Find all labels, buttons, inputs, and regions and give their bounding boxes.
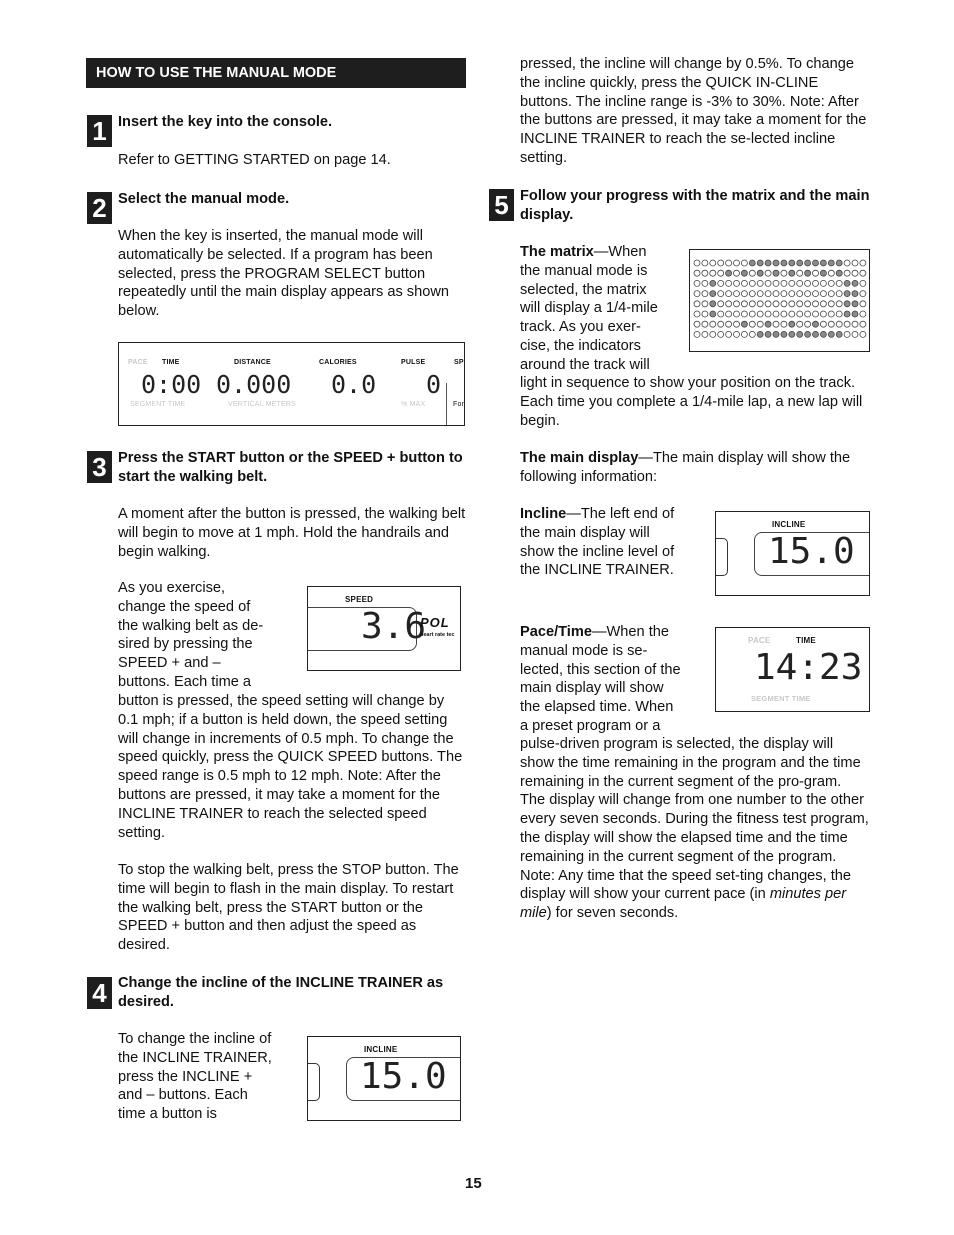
- matrix-line: will display a 1/4-mile: [520, 300, 658, 317]
- matrix-dot: [836, 270, 842, 276]
- matrix-dot: [813, 260, 819, 266]
- matrix-dot: [813, 301, 819, 307]
- matrix-dot: [828, 331, 834, 337]
- for-label: For: [453, 401, 465, 408]
- matrix-dot: [773, 301, 779, 307]
- matrix-dots: [690, 250, 868, 350]
- matrix-dot: [805, 280, 811, 286]
- matrix-dot: [781, 280, 787, 286]
- matrix-dot: [773, 260, 779, 266]
- matrix-dot: [765, 301, 771, 307]
- matrix-dot: [805, 260, 811, 266]
- matrix-dot: [710, 270, 716, 276]
- matrix-dot: [789, 280, 795, 286]
- matrix-dot: [781, 321, 787, 327]
- step-2-number: 2: [87, 192, 112, 224]
- matrix-dot: [836, 260, 842, 266]
- matrix-dot: [860, 311, 866, 317]
- matrix-dot: [844, 301, 850, 307]
- incline-item-line: the main display will: [520, 524, 650, 541]
- matrix-dot: [820, 321, 826, 327]
- pace-time-panel: [715, 627, 870, 712]
- matrix-dot: [702, 311, 708, 317]
- matrix-dot: [828, 270, 834, 276]
- matrix-dot: [710, 311, 716, 317]
- incline-line: press the INCLINE +: [118, 1068, 253, 1085]
- incline-line: the INCLINE TRAINER,: [118, 1049, 272, 1066]
- pace-term: Pace/Time: [520, 624, 592, 640]
- matrix-dot: [765, 321, 771, 327]
- matrix-dot: [805, 270, 811, 276]
- matrix-dot: [749, 280, 755, 286]
- speed-line: buttons. Each time a: [118, 673, 252, 690]
- matrix-line: selected, the matrix: [520, 281, 647, 298]
- incline-dash: —The left end of: [566, 506, 675, 522]
- matrix-dot: [797, 321, 803, 327]
- matrix-dot: [741, 260, 747, 266]
- matrix-dot: [741, 291, 747, 297]
- matrix-dot: [726, 280, 732, 286]
- panel-divider: [446, 383, 447, 426]
- matrix-dot: [860, 301, 866, 307]
- matrix-dot: [820, 280, 826, 286]
- matrix-dot: [718, 331, 724, 337]
- matrix-dot: [797, 301, 803, 307]
- incline-line: time a button is: [118, 1106, 217, 1123]
- calories-label: CALORIES: [319, 359, 357, 366]
- step-3-speed-rest: button is pressed, the speed setting will change by 0.1 mph; if a button is held down, the speed setting will change in increments of 0.5 mph. To change the speed quickly, press the QUICK SPEED buttons. The speed range is 0.5 mph to 12 mph. Note: After the buttons are pressed, it may take a moment for the INCLINE TRAINER to reach the selected speed setting.: [118, 693, 463, 841]
- matrix-dot: [694, 321, 700, 327]
- matrix-dot: [813, 311, 819, 317]
- matrix-dot: [694, 270, 700, 276]
- step-2-title: Select the manual mode.: [118, 191, 290, 207]
- time-label: TIME: [162, 359, 180, 366]
- matrix-dot: [757, 311, 763, 317]
- matrix-dot: [749, 311, 755, 317]
- left-bezel: [715, 538, 728, 576]
- matrix-dot: [718, 301, 724, 307]
- matrix-dot: [734, 260, 740, 266]
- incline-panel-step4: [307, 1036, 461, 1121]
- vertical-meters-label: VERTICAL METERS: [228, 401, 296, 408]
- matrix-dot: [726, 301, 732, 307]
- matrix-dot: [765, 291, 771, 297]
- polar-logo: POL: [420, 615, 450, 630]
- matrix-dot: [773, 321, 779, 327]
- matrix-dot: [734, 321, 740, 327]
- speed-line: SPEED + and –: [118, 655, 221, 672]
- pace-item-line: manual mode is se-: [520, 642, 648, 659]
- matrix-dot: [734, 291, 740, 297]
- matrix-dot: [694, 280, 700, 286]
- matrix-wrap-text: [520, 243, 690, 375]
- step-4-title: Change the incline of the INCLINE TRAINER as desired.: [118, 975, 444, 1010]
- matrix-dot: [789, 331, 795, 337]
- matrix-dot: [741, 331, 747, 337]
- matrix-dot: [820, 301, 826, 307]
- matrix-dot: [844, 331, 850, 337]
- matrix-dot: [718, 291, 724, 297]
- matrix-dot: [694, 311, 700, 317]
- speed-digits: 3.6: [361, 606, 427, 647]
- matrix-dot: [852, 260, 858, 266]
- matrix-line: cise, the indicators: [520, 337, 641, 354]
- matrix-dot: [773, 291, 779, 297]
- matrix-dot: [749, 291, 755, 297]
- matrix-dot: [734, 311, 740, 317]
- matrix-dot: [765, 311, 771, 317]
- matrix-dot: [797, 270, 803, 276]
- matrix-dot: [805, 291, 811, 297]
- step-1-number: 1: [87, 115, 112, 147]
- matrix-dot: [726, 331, 732, 337]
- page-number: 15: [465, 1175, 482, 1192]
- matrix-dot: [726, 291, 732, 297]
- matrix-rest: light in sequence to show your position on the track. Each time you complete a 1/4-mile lap, a new lap will begin.: [520, 375, 863, 429]
- matrix-dot: [757, 270, 763, 276]
- matrix-dot: [757, 331, 763, 337]
- matrix-dot: [844, 291, 850, 297]
- distance-label: DISTANCE: [234, 359, 271, 366]
- section-header: HOW TO USE THE MANUAL MODE: [86, 58, 466, 88]
- matrix-dot: [836, 321, 842, 327]
- matrix-term: The matrix: [520, 244, 594, 260]
- step-3-body-1: A moment after the button is pressed, the walking belt will begin to move at 1 mph. Hold the handrails and begin walking.: [118, 506, 466, 560]
- incline-line: and – buttons. Each: [118, 1087, 248, 1104]
- matrix-dot: [757, 260, 763, 266]
- matrix-dot: [836, 331, 842, 337]
- matrix-dot: [860, 270, 866, 276]
- matrix-dot: [718, 321, 724, 327]
- matrix-dot: [718, 280, 724, 286]
- matrix-dot: [710, 260, 716, 266]
- matrix-dot: [844, 280, 850, 286]
- matrix-dot: [694, 260, 700, 266]
- main-display-desc: —The main display will show the following information:: [520, 450, 851, 485]
- matrix-dot: [773, 331, 779, 337]
- matrix-dot: [741, 321, 747, 327]
- pace-digits: 14:23: [754, 647, 863, 688]
- matrix-dot: [828, 311, 834, 317]
- matrix-dot: [820, 291, 826, 297]
- matrix-dot: [781, 331, 787, 337]
- matrix-dot: [828, 321, 834, 327]
- matrix-dot: [844, 270, 850, 276]
- matrix-dot: [726, 321, 732, 327]
- matrix-dot: [789, 260, 795, 266]
- matrix-dot: [702, 301, 708, 307]
- matrix-dot: [765, 270, 771, 276]
- matrix-dot: [860, 331, 866, 337]
- matrix-dot: [710, 291, 716, 297]
- incline-line: To change the incline of: [118, 1031, 272, 1047]
- matrix-dot: [741, 270, 747, 276]
- pace-label: PACE: [128, 359, 148, 366]
- step-4-number: 4: [87, 977, 112, 1009]
- step-5-number: 5: [489, 189, 514, 221]
- matrix-dot: [844, 311, 850, 317]
- col2-continued-text: pressed, the incline will change by 0.5%. To change the incline quickly, press the QUICK IN-CLINE buttons. The incline range is -3% to 30%. Note: After the buttons are pressed, it may take a moment for the INCLINE TRAINER to reach the se-lected incline setting.: [520, 56, 867, 166]
- matrix-dot: [836, 301, 842, 307]
- pace-item-line: main display will show: [520, 680, 664, 697]
- polar-tagline: heart rate tec: [420, 632, 455, 638]
- matrix-dot: [836, 291, 842, 297]
- time-panel-label: TIME: [796, 636, 816, 645]
- matrix-dot: [702, 260, 708, 266]
- incline-panel-label: INCLINE: [364, 1045, 398, 1054]
- matrix-dot: [757, 301, 763, 307]
- speed-line: sired by pressing the: [118, 636, 253, 653]
- matrix-dot: [789, 301, 795, 307]
- matrix-dot: [726, 260, 732, 266]
- matrix-dot: [797, 311, 803, 317]
- matrix-dot: [757, 321, 763, 327]
- main-display-text: [520, 449, 870, 487]
- incline-item-line: the INCLINE TRAINER.: [520, 562, 674, 579]
- pulse-digits: 0: [426, 370, 442, 399]
- pace-item-line: lected, this section of the: [520, 661, 681, 678]
- matrix-dot: [757, 291, 763, 297]
- pace-dash: —When the: [591, 624, 669, 640]
- matrix-dot: [765, 260, 771, 266]
- step-1-title: Insert the key into the console.: [118, 114, 333, 130]
- matrix-dot: [726, 311, 732, 317]
- matrix-dot: [805, 331, 811, 337]
- matrix-dot: [726, 270, 732, 276]
- step-3-title: Press the START button or the SPEED + button to start the walking belt.: [118, 450, 463, 485]
- speed-label: SP: [454, 359, 464, 366]
- main-display-term: The main display: [520, 450, 639, 466]
- matrix-dot: [852, 270, 858, 276]
- matrix-dot: [749, 301, 755, 307]
- matrix-dot: [813, 331, 819, 337]
- matrix-dot: [781, 291, 787, 297]
- segment-time-panel-label: SEGMENT TIME: [751, 694, 811, 703]
- matrix-dot: [797, 260, 803, 266]
- matrix-panel: [689, 249, 870, 352]
- matrix-dot: [860, 291, 866, 297]
- pace-italic: minutes per mile: [520, 886, 847, 922]
- matrix-dot: [860, 260, 866, 266]
- matrix-dot: [734, 301, 740, 307]
- matrix-dot: [781, 270, 787, 276]
- left-bezel: [307, 1063, 320, 1101]
- incline-term: Incline: [520, 506, 567, 522]
- matrix-dot: [781, 260, 787, 266]
- matrix-dot: [702, 291, 708, 297]
- matrix-dot: [797, 331, 803, 337]
- pulse-label: PULSE: [401, 359, 426, 366]
- pace-item-line: the elapsed time. When: [520, 699, 674, 716]
- matrix-dot: [765, 280, 771, 286]
- matrix-dot: [718, 260, 724, 266]
- matrix-dot: [781, 311, 787, 317]
- matrix-dot: [741, 311, 747, 317]
- matrix-dot: [749, 260, 755, 266]
- matrix-dot: [734, 331, 740, 337]
- matrix-dot: [757, 280, 763, 286]
- step-5-title: Follow your progress with the matrix and the main display.: [520, 188, 870, 223]
- matrix-dot: [694, 331, 700, 337]
- incline-item-text: [520, 505, 710, 580]
- matrix-dot: [789, 321, 795, 327]
- matrix-dot: [702, 280, 708, 286]
- matrix-dot: [797, 291, 803, 297]
- matrix-dot: [813, 280, 819, 286]
- matrix-dot: [710, 301, 716, 307]
- matrix-dot: [852, 291, 858, 297]
- matrix-dot: [694, 291, 700, 297]
- matrix-dot: [852, 331, 858, 337]
- calories-digits: 0.0: [331, 370, 377, 399]
- matrix-dot: [773, 311, 779, 317]
- step-3-body-3: To stop the walking belt, press the STOP button. The time will begin to flash in the main display. To restart the walking belt, press the START button or the SPEED + button and then adjust the speed as desired.: [118, 862, 459, 954]
- matrix-dot: [813, 291, 819, 297]
- step-2-body: When the key is inserted, the manual mode will automatically be selected. If a program has been selected, press the PROGRAM SELECT button repeatedly until the main display appears as shown below.: [118, 228, 449, 320]
- matrix-dot: [805, 311, 811, 317]
- matrix-dot: [781, 301, 787, 307]
- matrix-dot: [710, 280, 716, 286]
- matrix-dot: [813, 270, 819, 276]
- matrix-dot: [710, 331, 716, 337]
- matrix-dot: [820, 260, 826, 266]
- matrix-line: the manual mode is: [520, 262, 648, 279]
- matrix-dot: [820, 270, 826, 276]
- matrix-dot: [828, 301, 834, 307]
- matrix-dot: [844, 260, 850, 266]
- incline-panel-step5: [715, 511, 870, 596]
- matrix-dot: [741, 280, 747, 286]
- matrix-dot: [797, 280, 803, 286]
- matrix-dot: [828, 280, 834, 286]
- pace-panel-label: PACE: [748, 636, 771, 645]
- matrix-dot: [694, 301, 700, 307]
- matrix-dot: [836, 311, 842, 317]
- matrix-dot: [852, 321, 858, 327]
- step-4-wrap-text: [118, 1030, 303, 1124]
- matrix-dot: [702, 331, 708, 337]
- matrix-line: track. As you exer-: [520, 319, 641, 336]
- matrix-dot: [836, 280, 842, 286]
- segment-time-label: SEGMENT TIME: [130, 401, 186, 408]
- matrix-dot: [765, 331, 771, 337]
- pace-item-text: [520, 623, 715, 736]
- matrix-dot: [734, 270, 740, 276]
- matrix-dot: [844, 321, 850, 327]
- matrix-dot: [734, 280, 740, 286]
- incline-digits: 15.0: [768, 531, 855, 572]
- speed-line: change the speed of: [118, 598, 251, 615]
- matrix-dot: [718, 311, 724, 317]
- pace-item-rest: [520, 735, 870, 923]
- matrix-dot: [828, 260, 834, 266]
- pace-rest-before: pulse-driven program is selected, the display will show the time remaining in the program and the time remaining in the current segment of the pro-gram. The display will change from one number to the other every seven seconds. During the fitness test program, the display will show the elapsed time and the time remaining in the current segment of the program. Note: Any time that the speed set-ting changes, the display will show your current pace (in: [520, 736, 869, 903]
- matrix-line: around the track will: [520, 356, 650, 373]
- pace-item-line: a preset program or a: [520, 717, 661, 734]
- matrix-dot: [773, 280, 779, 286]
- matrix-dot: [852, 311, 858, 317]
- percent-max-label: % MAX: [401, 401, 426, 408]
- matrix-dot: [805, 321, 811, 327]
- incline-panel-label: INCLINE: [772, 520, 806, 529]
- main-display-panel: [118, 342, 465, 426]
- matrix-dot: [852, 301, 858, 307]
- distance-digits: 0.000: [216, 370, 292, 399]
- matrix-dot: [741, 301, 747, 307]
- matrix-dot: [718, 270, 724, 276]
- step-1-body: Refer to GETTING STARTED on page 14.: [118, 152, 391, 168]
- matrix-dot: [852, 280, 858, 286]
- speed-panel: [307, 586, 461, 671]
- time-digits: 0:00: [141, 370, 202, 399]
- speed-wrap-text: [118, 579, 308, 692]
- matrix-dot: [702, 270, 708, 276]
- matrix-dot: [749, 321, 755, 327]
- matrix-dot: [828, 291, 834, 297]
- step-3-number: 3: [87, 451, 112, 483]
- matrix-dot: [820, 331, 826, 337]
- speed-line: As you exercise,: [118, 580, 226, 596]
- matrix-dot: [860, 321, 866, 327]
- speed-line: the walking belt as de-: [118, 617, 264, 634]
- matrix-dot: [789, 291, 795, 297]
- pace-rest-after: ) for seven seconds.: [546, 905, 679, 922]
- incline-digits: 15.0: [360, 1056, 447, 1097]
- matrix-dot: [749, 331, 755, 337]
- matrix-dot: [789, 270, 795, 276]
- matrix-dash: —When: [593, 244, 647, 260]
- matrix-dot: [813, 321, 819, 327]
- matrix-dot: [710, 321, 716, 327]
- speed-panel-label: SPEED: [345, 595, 374, 604]
- matrix-dot: [805, 301, 811, 307]
- matrix-dot: [773, 270, 779, 276]
- incline-item-line: show the incline level of: [520, 543, 675, 560]
- matrix-dot: [702, 321, 708, 327]
- matrix-dot: [789, 311, 795, 317]
- matrix-dot: [749, 270, 755, 276]
- matrix-dot: [820, 311, 826, 317]
- matrix-dot: [860, 280, 866, 286]
